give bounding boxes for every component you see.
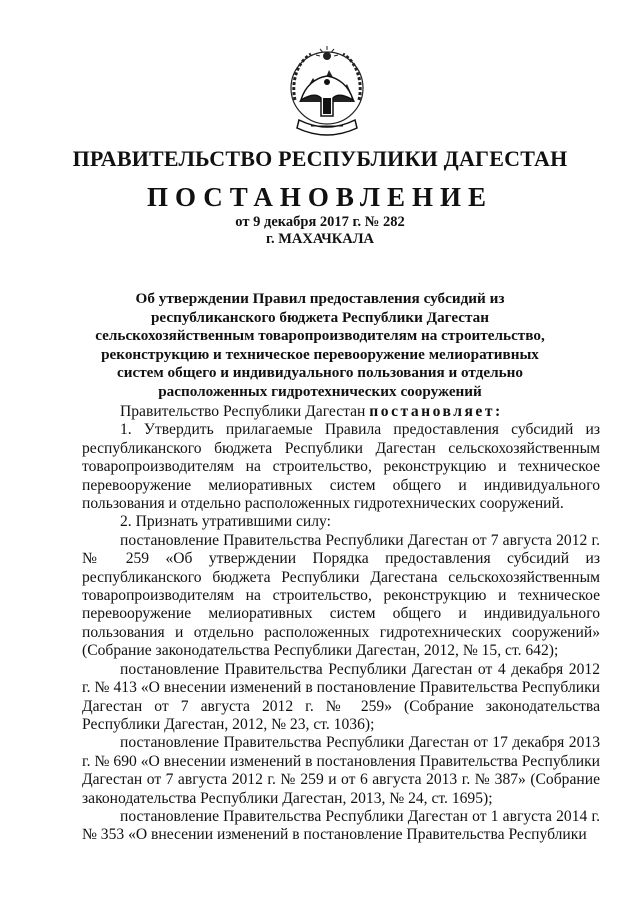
document-subject: Об утверждении Правил предоставления субсидий из республиканского бюджета Республики Дагестан сельскохозяйственным товаропроизводителям на строительство, реконструкцию и техническое перевооружение мелиоративных систем общего и индивидуального пользования и отдельно расположенных гидротехнических сооружений <box>95 290 545 400</box>
document-city: г. МАХАЧКАЛА <box>266 231 374 247</box>
coat-of-arms-emblem <box>285 42 369 146</box>
repealed-act-4: постановление Правительства Республики Дагестан от 1 августа 2014 г. № 353 «О внесении изменений в постановление Правительства Республики <box>82 807 600 844</box>
item-2-paragraph: 2. Признать утратившими силу: <box>120 513 331 531</box>
government-title: ПРАВИТЕЛЬСТВО РЕСПУБЛИКИ ДАГЕСТАН <box>72 146 568 171</box>
repealed-act-3: постановление Правительства Республики Дагестан от 17 декабря 2013 г. № 690 «О внесении изменений в постановления Правительства Республики Дагестан от 7 августа 2012 г. № 259 и от 6 августа 2013 г. № 387» (Собрание законодательства Республики Дагестан, 2013, № 24, ст. 1695); <box>82 734 600 807</box>
repealed-act-2: постановление Правительства Республики Дагестан от 4 декабря 2012 г. № 413 «О внесении изменений в постановление Правительства Республики Дагестан от 7 августа 2012 г. № 259» (Собрание законодательства Республики Дагестан, 2012, № 23, ст. 1036); <box>82 660 600 733</box>
intro-lead: Правительство Республики Дагестан <box>120 403 370 420</box>
document-body <box>82 403 600 845</box>
repealed-act-1: постановление Правительства Республики Дагестан от 7 августа 2012 г. № 259 «Об утверждении Порядка предоставления субсидий из республиканского бюджета Республики Дагестана сельскохозяйственным товаропроизводителям на строительство, реконструкцию и техническое перевооружение мелиоративных систем общего и индивидуального пользования и отдельно расположенных гидротехнических сооружений» (Собрание законодательства Республики Дагестан, 2012, № 15, ст. 642); <box>82 531 600 660</box>
resolves-word: постановляет: <box>369 403 503 420</box>
intro-paragraph <box>82 403 600 421</box>
document-date-number: от 9 декабря 2017 г. № 282 <box>235 214 405 230</box>
document-type: ПОСТАНОВЛЕНИЕ <box>146 182 494 212</box>
item-1-paragraph: 1. Утвердить прилагаемые Правила предоставления субсидий из республиканского бюджета Республики Дагестан сельскохозяйственным товаропроизводителям на строительство, реконструкцию и техническое перевооружение мелиоративных систем общего и индивидуального пользования и отдельно расположенных гидротехнических сооружений. <box>82 421 600 513</box>
